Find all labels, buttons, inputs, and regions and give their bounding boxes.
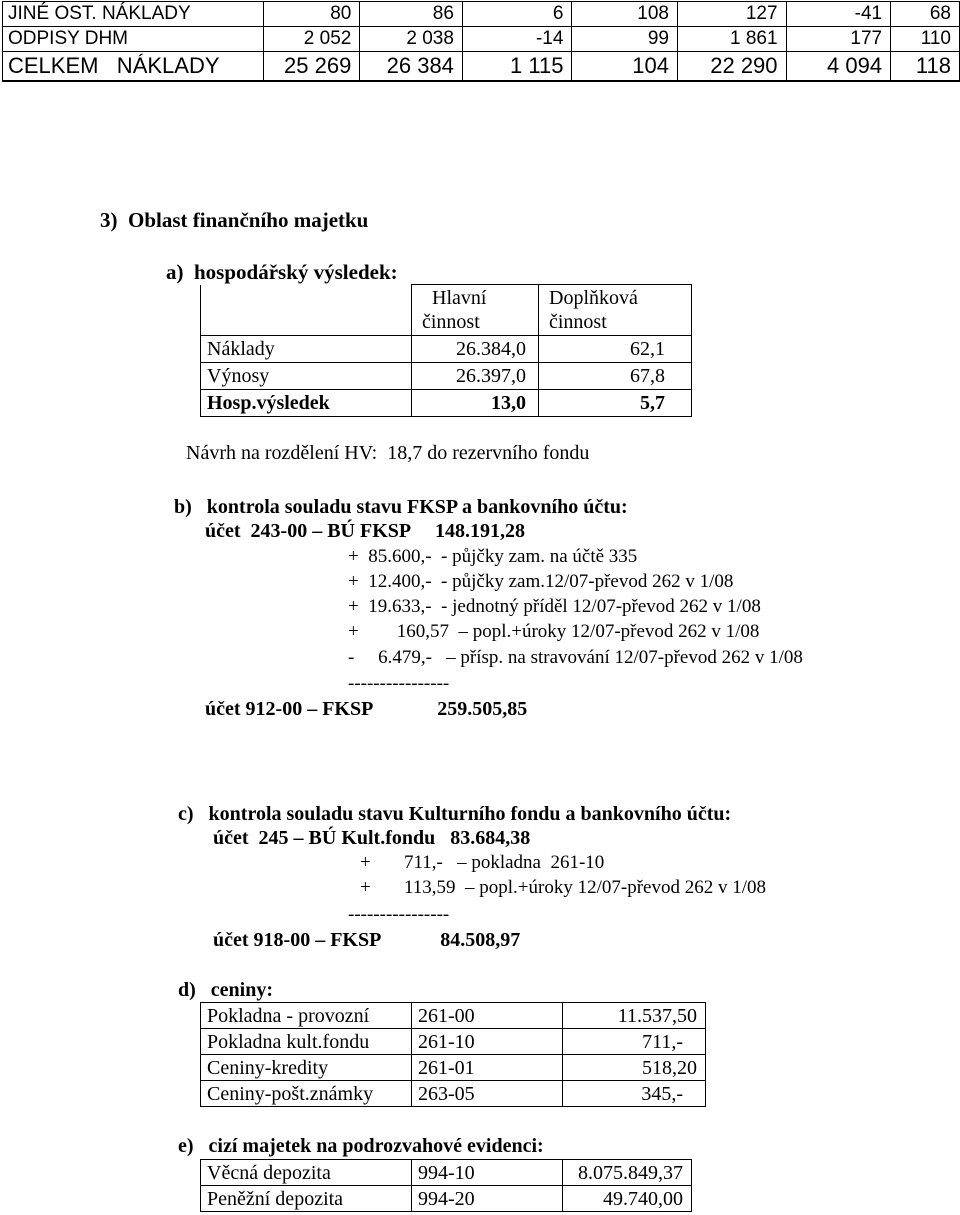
cell: 4 094: [786, 52, 891, 82]
cell-name: Pokladna kult.fondu: [201, 1029, 412, 1055]
list-item: - 6.479,- – přísp. na stravování 12/07-převod 262 v 1/08: [348, 647, 803, 668]
cell-amount: 711,-: [563, 1029, 706, 1055]
heading-c: c) kontrola souladu stavu Kulturního fondu a bankovního účtu:: [178, 803, 732, 825]
list-item: + 160,57 – popl.+úroky 12/07-převod 262 v 1/08: [348, 621, 760, 642]
cell: 86: [360, 2, 463, 27]
list-item: + 711,- – pokladna 261-10: [360, 852, 605, 873]
cell-account: 994-20: [412, 1186, 563, 1212]
row-label: Hosp.výsledek: [201, 390, 412, 417]
cell-name: Věcná depozita: [201, 1160, 412, 1186]
separator: ----------------: [348, 673, 450, 694]
cell: 26 384: [360, 52, 463, 82]
heading-a: a) hospodářský výsledek:: [166, 260, 398, 284]
cell: 177: [786, 27, 891, 52]
cell: 26.384,0: [412, 336, 539, 363]
section-title: 3) Oblast finančního majetku: [100, 208, 369, 232]
hv-table: [200, 284, 692, 417]
cell-amount: 8.075.849,37: [563, 1160, 692, 1186]
cell-amount: 345,-: [563, 1081, 706, 1107]
cell-account: 261-01: [412, 1055, 563, 1081]
cell-name: Pokladna - provozní: [201, 1003, 412, 1029]
cell: 110: [891, 27, 960, 52]
header-line: Hlavní: [432, 287, 487, 309]
table-row: [201, 363, 692, 390]
cell: 104: [572, 52, 678, 82]
table-row: [201, 1055, 706, 1081]
table-row: [201, 1003, 706, 1029]
result-b: účet 912-00 – FKSP 259.505,85: [205, 698, 528, 720]
list-item: + 113,59 – popl.+úroky 12/07-převod 262 v 1/08: [360, 877, 766, 898]
deposits-table: [200, 1159, 692, 1212]
cell-account: 261-00: [412, 1003, 563, 1029]
table-header: [201, 285, 692, 336]
cell: 25 269: [263, 52, 360, 82]
ceniny-table: [200, 1002, 706, 1107]
table-row: [201, 336, 692, 363]
cell-name: Ceniny-pošt.známky: [201, 1081, 412, 1107]
table-row: [201, 390, 692, 417]
cell-account: 261-10: [412, 1029, 563, 1055]
list-item: + 12.400,- - půjčky zam.12/07-převod 262 v 1/08: [348, 571, 734, 592]
list-item: + 85.600,- - půjčky zam. na účtě 335: [348, 546, 638, 567]
account-line-b: účet 243-00 – BÚ FKSP 148.191,28: [205, 520, 525, 542]
cell: 67,8: [539, 363, 692, 390]
table-row: [3, 2, 960, 27]
table-row: [201, 1186, 692, 1212]
header-line: činnost: [549, 311, 607, 333]
heading-b: b) kontrola souladu stavu FKSP a bankovního účtu:: [174, 496, 628, 518]
empty-cell: [201, 285, 412, 336]
table-row: [201, 1081, 706, 1107]
cell: 13,0: [412, 390, 539, 417]
cell: 26.397,0: [412, 363, 539, 390]
cell: 108: [572, 2, 678, 27]
row-label: Výnosy: [201, 363, 412, 390]
cell: 62,1: [539, 336, 692, 363]
account-line-c: účet 245 – BÚ Kult.fondu 83.684,38: [213, 827, 531, 849]
result-c: účet 918-00 – FKSP 84.508,97: [213, 929, 521, 951]
cell: 5,7: [539, 390, 692, 417]
list-item: + 19.633,- - jednotný příděl 12/07-převod 262 v 1/08: [348, 596, 761, 617]
summary-table: [2, 1, 960, 82]
cell: 68: [891, 2, 960, 27]
cell: 80: [263, 2, 360, 27]
row-label: JINÉ OST. NÁKLADY: [3, 2, 264, 27]
cell: 1 861: [678, 27, 787, 52]
col-header-aux: [539, 285, 692, 336]
header-line: činnost: [422, 311, 480, 333]
row-label: ODPISY DHM: [3, 27, 264, 52]
cell-amount: 518,20: [563, 1055, 706, 1081]
row-label: CELKEM NÁKLADY: [3, 52, 264, 82]
cell-account: 994-10: [412, 1160, 563, 1186]
heading-e: e) cizí majetek na podrozvahové evidenci:: [178, 1135, 544, 1157]
hv-proposal: Návrh na rozdělení HV: 18,7 do rezervního fondu: [186, 442, 590, 464]
cell-amount: 11.537,50: [563, 1003, 706, 1029]
cell: 22 290: [678, 52, 787, 82]
header-line: Doplňková: [549, 287, 638, 309]
separator: ----------------: [348, 904, 450, 925]
cell: 1 115: [462, 52, 572, 82]
cell-account: 263-05: [412, 1081, 563, 1107]
table-row: [3, 27, 960, 52]
table-row-total: [3, 52, 960, 82]
cell: 2 052: [263, 27, 360, 52]
cell: -14: [462, 27, 572, 52]
cell: 99: [572, 27, 678, 52]
col-header-main: [412, 285, 539, 336]
cell-name: Ceniny-kredity: [201, 1055, 412, 1081]
table-row: [201, 1160, 692, 1186]
heading-d: d) ceniny:: [178, 979, 273, 1001]
table-row: [201, 1029, 706, 1055]
cell: 6: [462, 2, 572, 27]
cell-amount: 49.740,00: [563, 1186, 692, 1212]
row-label: Náklady: [201, 336, 412, 363]
cell: 127: [678, 2, 787, 27]
cell: 118: [891, 52, 960, 82]
cell: -41: [786, 2, 891, 27]
cell-name: Peněžní depozita: [201, 1186, 412, 1212]
cell: 2 038: [360, 27, 463, 52]
